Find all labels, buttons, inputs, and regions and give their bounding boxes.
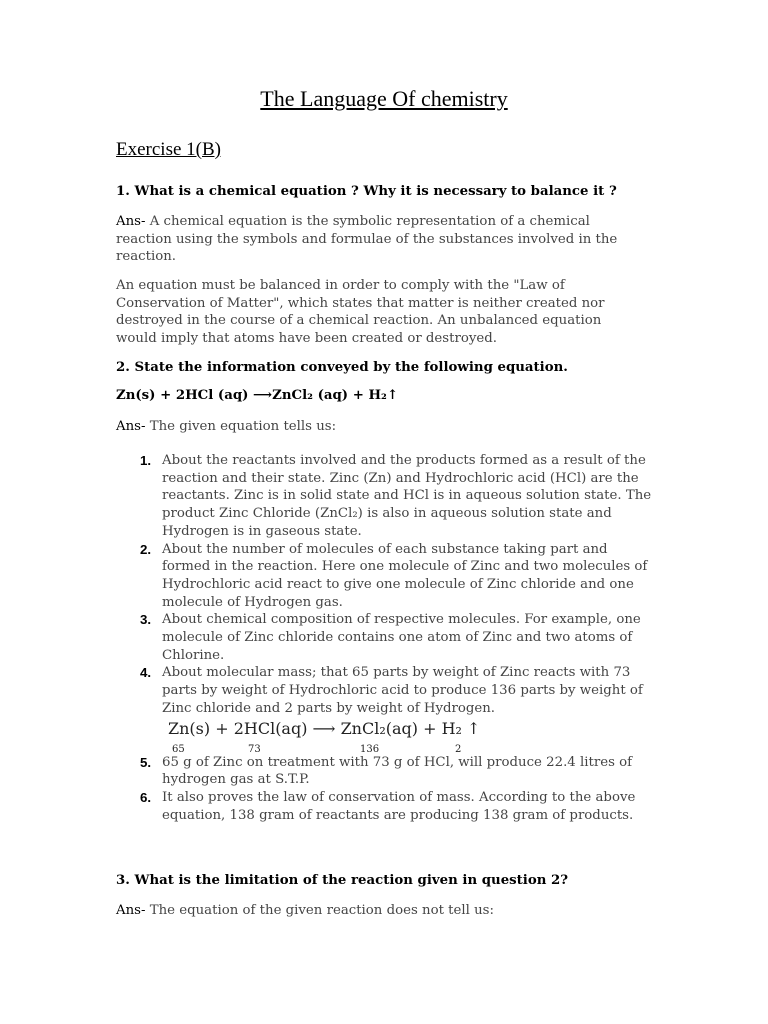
answer-2-text: The given equation tells us:	[145, 419, 337, 434]
list-item	[116, 789, 656, 824]
list-item-text: About molecular mass; that 65 parts by weight of Zinc reacts with 73 parts by weight of Hydrochloric acid to produce 136 parts by weight of Zinc chloride and 2 parts by weight of Hydrogen.	[162, 665, 643, 716]
answer-label: Ans-	[116, 419, 146, 434]
chemical-equation: Zn(s) + 2HCl (aq) ⟶ZnCl₂ (aq) + H₂↑	[116, 388, 398, 403]
mass-equation	[168, 718, 656, 754]
question-3: 3. What is the limitation of the reaction given in question 2?	[116, 873, 569, 888]
answer-1-para-1	[116, 213, 636, 266]
answer-2-list	[116, 452, 656, 824]
list-item-text: About chemical composition of respective molecules. For example, one molecule of Zinc chloride contains one atom of Zinc and two atoms of Chlorine.	[162, 612, 641, 663]
list-item-number: 3.	[140, 612, 152, 628]
list-item-text: About the reactants involved and the products formed as a result of the reaction and their state. Zinc (Zn) and Hydrochloric acid (HCl) are the reactants. Zinc is in solid state and HCl is in aqueous solution state. The product Zinc Chloride (ZnCl₂) is also in aqueous solution state and Hydrogen is in gaseous state.	[162, 453, 652, 539]
page-title: The Language Of chemistry	[260, 86, 508, 111]
list-item	[116, 452, 656, 541]
list-item	[116, 754, 656, 789]
answer-1-para-2: An equation must be balanced in order to comply with the "Law of Conservation of Matter", which states that matter is neither created nor destroyed in the course of a chemical reaction. An unbalanced equation would imply that atoms have been created or destroyed.	[116, 278, 605, 346]
answer-2-intro	[116, 418, 636, 436]
list-item-number: 2.	[140, 541, 152, 557]
list-item	[116, 541, 656, 612]
hcl-mass: 73	[248, 743, 261, 755]
answer-label: Ans-	[116, 214, 146, 229]
list-item-text: About the number of molecules of each substance taking part and formed in the reaction. Here one molecule of Zinc and two molecules of Hydrochloric acid react to give one molecule of Zinc chloride and one molecule of Hydrogen gas.	[162, 541, 648, 610]
mass-equation-text: Zn(s) + 2HCl(aq) ⟶ ZnCl₂(aq) + H₂ ↑	[168, 718, 481, 738]
answer-3-text: The equation of the given reaction does not tell us:	[145, 903, 494, 918]
zn-mass: 65	[172, 743, 185, 755]
answer-1-text: A chemical equation is the symbolic representation of a chemical reaction using the symbols and formulae of the substances involved in the reaction.	[116, 214, 618, 264]
list-item-number: 4.	[140, 665, 152, 681]
list-item-number: 6.	[140, 789, 152, 805]
answer-label: Ans-	[116, 903, 146, 918]
list-item-text: 65 g of Zinc on treatment with 73 g of HCl, will produce 22.4 litres of hydrogen gas at S.T.P.	[162, 754, 633, 788]
list-item-number: 5.	[140, 754, 152, 770]
answer-3-intro	[116, 902, 636, 920]
question-2: 2. State the information conveyed by the following equation.	[116, 360, 568, 375]
question-1: 1. What is a chemical equation ? Why it is necessary to balance it ?	[116, 184, 617, 199]
zncl2-mass: 136	[360, 743, 380, 755]
list-item-text: It also proves the law of conservation of mass. According to the above equation, 138 gram of reactants are producing 138 gram of products.	[162, 789, 636, 823]
list-item	[116, 611, 656, 664]
exercise-heading: Exercise 1(B)	[116, 139, 221, 160]
list-item-number: 1.	[140, 453, 152, 468]
list-item	[116, 664, 656, 753]
h2-mass: 2	[455, 743, 462, 755]
